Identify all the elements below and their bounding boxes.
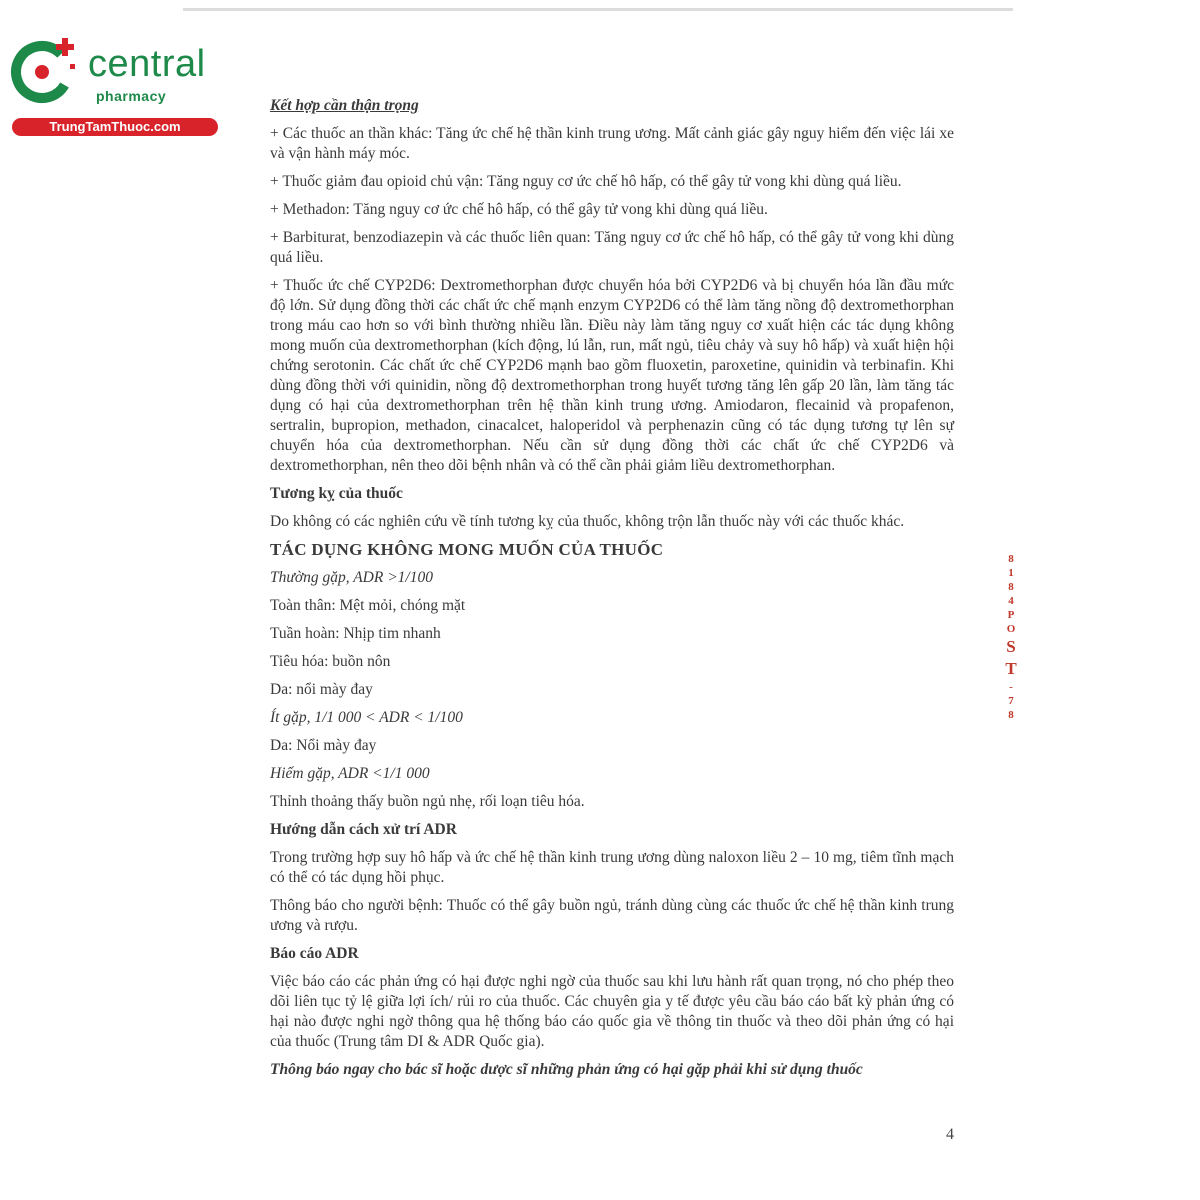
adr-item: Tuần hoàn: Nhịp tim nhanh <box>270 625 441 642</box>
frequency-uncommon: Ít gặp, 1/1 000 < ADR < 1/100 <box>270 709 463 726</box>
stamp-char: T <box>1005 659 1017 678</box>
brand-subtitle: pharmacy <box>96 88 167 104</box>
page-number: 4 <box>946 1126 954 1143</box>
frequency-common: Thường gặp, ADR >1/100 <box>270 569 433 586</box>
stamp-char: S <box>1006 637 1016 656</box>
top-rule <box>183 8 1013 11</box>
adr-item: Da: nổi mày đay <box>270 681 373 698</box>
section-heading-incompatibility: Tương kỵ của thuốc <box>270 485 403 502</box>
adr-report-text: Việc báo cáo các phản ứng có hại được nghi ngờ của thuốc sau khi lưu hành rất quan trọng, nó cho phép theo dõi liên tục tỷ lệ giữa lợi ích/ rủi ro của thuốc. Các chuyên gia y tế được yêu cầu báo cáo bất kỳ phản ứng có hại nào được nghi ngờ thông qua hệ thống báo cáo quốc gia về thông tin thuốc và theo dõi phản ứng có hại của thuốc (Trung tâm DI & ADR Quốc gia). <box>270 973 954 1050</box>
caution-item: + Methadon: Tăng nguy cơ ức chế hô hấp, có thể gây tử vong khi dùng quá liều. <box>270 201 768 218</box>
adr-item: Tiêu hóa: buồn nôn <box>270 653 391 670</box>
caution-item: + Barbiturat, benzodiazepin và các thuốc liên quan: Tăng nguy cơ ức chế hô hấp, có thể gây tử vong khi dùng quá liều. <box>270 229 954 266</box>
closing-notice: Thông báo ngay cho bác sĩ hoặc dược sĩ những phản ứng có hại gặp phải khi sử dụng thuốc <box>270 1061 863 1078</box>
adr-item: Da: Nổi mày đay <box>270 737 377 754</box>
stamp-char: O <box>1006 623 1016 635</box>
caution-item: + Thuốc giảm đau opioid chủ vận: Tăng nguy cơ ức chế hô hấp, có thể gây tử vong khi dùng quá liều. <box>270 173 902 190</box>
frequency-rare: Hiếm gặp, ADR <1/1 000 <box>270 765 430 782</box>
stamp-char: 4 <box>1008 595 1014 607</box>
stamp-char: P <box>1007 609 1015 621</box>
section-heading-adverse-effects: TÁC DỤNG KHÔNG MONG MUỐN CỦA THUỐC <box>270 540 664 559</box>
logo-mark-icon <box>8 36 88 116</box>
adr-item: Toàn thân: Mệt mỏi, chóng mặt <box>270 597 466 614</box>
stamp-char: - <box>1009 681 1013 693</box>
stamp-char: 7 <box>1008 695 1014 707</box>
section-heading-caution: Kết hợp cần thận trọng <box>270 97 419 114</box>
stamp-char: 8 <box>1008 553 1014 565</box>
incompatibility-text: Do không có các nghiên cứu về tính tương kỵ của thuốc, không trộn lẫn thuốc này với các thuốc khác. <box>270 513 905 530</box>
section-heading-adr-report: Báo cáo ADR <box>270 945 359 962</box>
central-pharmacy-logo[interactable] <box>8 36 218 136</box>
section-heading-adr-management: Hướng dẫn cách xử trí ADR <box>270 821 457 838</box>
adr-item: Thỉnh thoảng thấy buồn ngủ nhẹ, rối loạn tiêu hóa. <box>270 793 585 810</box>
side-stamp <box>1004 552 1018 722</box>
brand-name: central <box>88 43 206 85</box>
stamp-char: 1 <box>1008 567 1014 579</box>
caution-item: + Các thuốc an thần khác: Tăng ức chế hệ thần kinh trung ương. Mất cảnh giác gây nguy hiểm đến việc lái xe và vận hành máy móc. <box>270 125 954 162</box>
patient-notice-text: Thông báo cho người bệnh: Thuốc có thể gây buồn ngủ, tránh dùng cùng các thuốc ức chế hệ thần kinh trung ương và rượu. <box>270 897 954 934</box>
stamp-char: 8 <box>1008 581 1014 593</box>
adr-management-text: Trong trường hợp suy hô hấp và ức chế hệ thần kinh trung ương dùng naloxon liều 2 – 10 mg, tiêm tĩnh mạch có thể có tác dụng hồi phục. <box>270 849 954 886</box>
brand-url[interactable]: TrungTamThuoc.com <box>12 118 218 136</box>
caution-item: + Thuốc ức chế CYP2D6: Dextromethorphan được chuyển hóa bởi CYP2D6 và bị chuyển hóa lần đầu mức độ lớn. Sử dụng đồng thời các chất ức chế mạnh enzym CYP2D6 có thể làm tăng nồng độ dextromethorphan trong máu cao hơn so với bình thường nhiều lần. Điều này làm tăng nguy cơ xuất hiện các tác dụng không mong muốn của dextromethorphan (kích động, lú lẫn, run, mất ngủ, tiêu chảy và suy hô hấp) và xuất hiện hội chứng serotonin. Các chất ức chế CYP2D6 mạnh bao gồm fluoxetin, paroxetine, quinidin và terbinafin. Khi dùng đồng thời với quinidin, nồng độ dextromethorphan trong huyết tương tăng lên gấp 20 lần, làm tăng tác dụng có hại của dextromethorphan trên hệ thần kinh trung ương. Amiodaron, flecainid và propafenon, sertralin, bupropion, methadon, cinacalcet, haloperidol và perphenazin cũng có tác dụng tương tự lên sự chuyển hóa của dextromethorphan. Nếu cần sử dụng đồng thời các chất ức chế CYP2D6 và dextromethorphan, nên theo dõi bệnh nhân và có thể cần phải giảm liều dextromethorphan. <box>270 277 954 474</box>
document-body <box>270 96 954 1088</box>
stamp-char: 8 <box>1008 709 1014 721</box>
